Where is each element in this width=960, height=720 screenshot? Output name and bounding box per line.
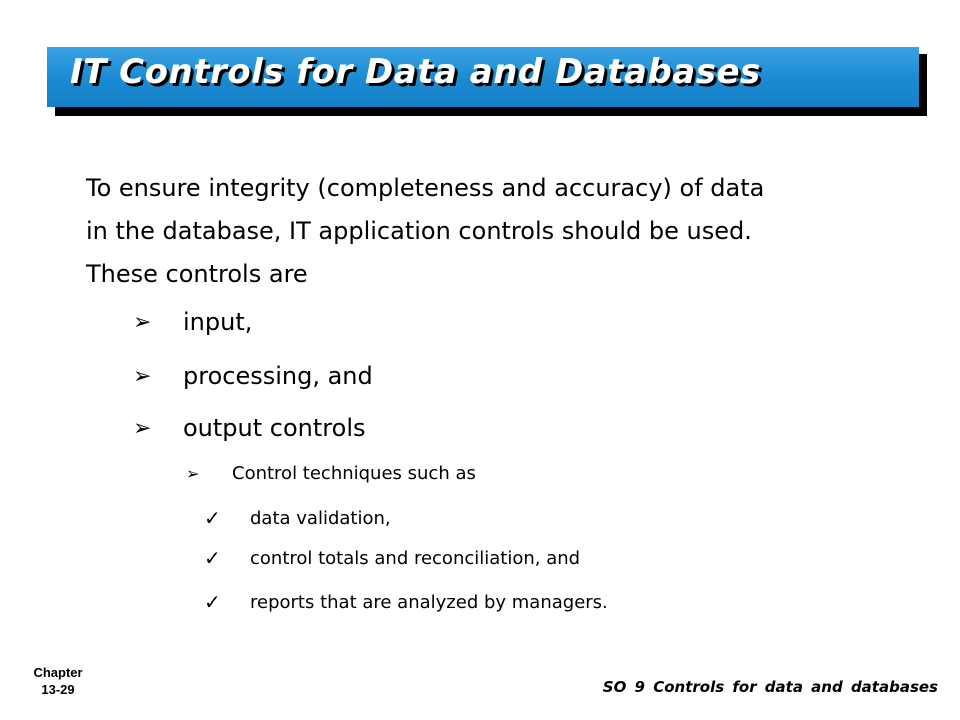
sub-bullet-control-techniques — [186, 463, 476, 484]
intro-paragraph — [86, 167, 906, 296]
slide-title: IT Controls for Data and Databases — [70, 52, 761, 92]
chapter-footer — [22, 664, 94, 698]
sub-bullet-label: Control techniques such as — [232, 463, 476, 484]
arrow-bullet-icon: ➢ — [133, 363, 152, 389]
check-item-label: control totals and reconciliation, and — [250, 547, 581, 569]
checkmark-icon: ✓ — [204, 546, 221, 570]
chapter-label: Chapter — [33, 665, 83, 680]
check-item-label: reports that are analyzed by managers. — [250, 591, 608, 613]
intro-line: in the database, IT application controls should be used. — [86, 217, 752, 245]
bullet-label: input, — [183, 308, 253, 336]
check-item-reports — [204, 590, 608, 614]
arrow-bullet-icon: ➢ — [133, 415, 152, 441]
arrow-bullet-icon: ➢ — [133, 309, 152, 335]
check-item-data-validation — [204, 506, 391, 530]
intro-line: To ensure integrity (completeness and accuracy) of data — [86, 174, 765, 202]
bullet-item-output — [133, 414, 365, 442]
check-item-label: data validation, — [250, 507, 391, 529]
arrow-bullet-icon: ➢ — [186, 464, 200, 483]
checkmark-icon: ✓ — [204, 506, 221, 530]
check-item-control-totals — [204, 546, 580, 570]
bullet-item-processing — [133, 362, 373, 390]
intro-line: These controls are — [86, 260, 308, 288]
page-number: 13-29 — [41, 682, 75, 697]
bullet-label: processing, and — [183, 362, 373, 390]
checkmark-icon: ✓ — [204, 590, 221, 614]
study-objective-footer: SO 9 Controls for data and databases — [602, 678, 938, 696]
bullet-label: output controls — [183, 414, 366, 442]
bullet-item-input — [133, 308, 252, 336]
